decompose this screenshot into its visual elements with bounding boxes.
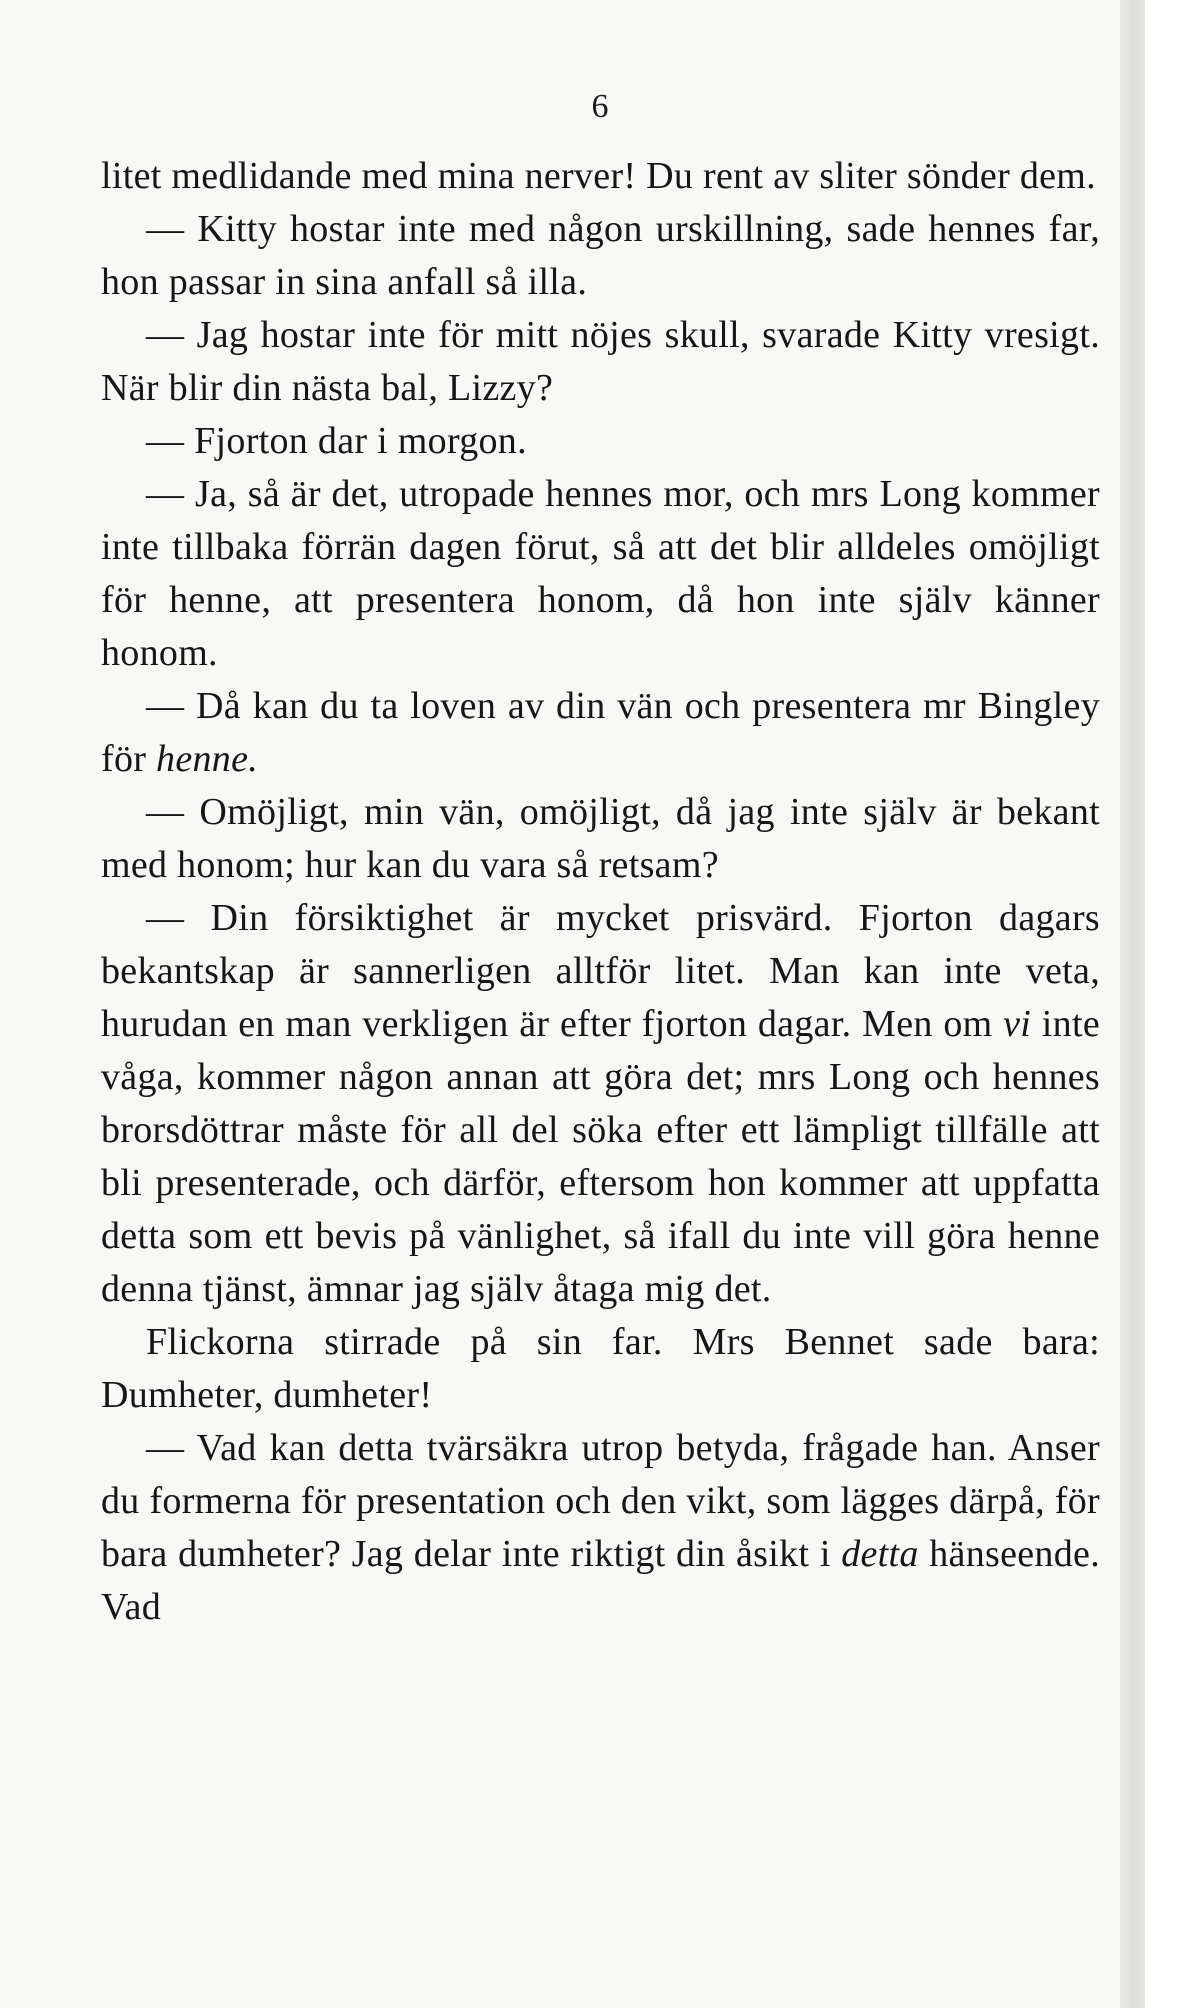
body-text [101,150,1100,1634]
paragraph [101,786,1100,892]
text-segment: — Din försiktighet är mycket prisvärd. Fjorton dagars bekantskap är sannerligen alltför litet. Man kan inte veta, hurudan en man verkligen är efter fjorton dagar. Men om [101,897,1100,1045]
text-segment: — Jag hostar inte för mitt nöjes skull, svarade Kitty vresigt. När blir din nästa bal, Lizzy? [101,314,1100,409]
text-segment: — Vad kan detta tvärsäkra utrop betyda, frågade han. Anser du formerna för presentation och den vikt, som lägges därpå, för bara dumheter? Jag delar inte riktigt din åsikt i [101,1427,1100,1575]
italic-text: henne. [156,738,259,780]
text-segment: — Ja, så är det, utropade hennes mor, och mrs Long kommer inte tillbaka förrän dagen förut, så att det blir alldeles omöjligt för henne, att presentera honom, då hon inte själv känner honom. [101,473,1100,674]
paragraph [101,203,1100,309]
text-segment: Flickorna stirrade på sin far. Mrs Bennet sade bara: Dumheter, dumheter! [101,1321,1100,1416]
paragraph [101,1422,1100,1634]
paragraph [101,415,1100,468]
paragraph [101,468,1100,680]
page-number: 6 [591,88,609,125]
text-segment: — Omöjligt, min vän, omöjligt, då jag inte själv är bekant med honom; hur kan du vara så retsam? [101,791,1100,886]
text-segment: litet medlidande med mina nerver! Du rent av sliter sönder dem. [101,155,1096,197]
italic-text: vi [1003,1003,1032,1045]
paragraph [101,1316,1100,1422]
paragraph [101,680,1100,786]
text-segment: — Då kan du ta loven av din vän och presentera mr Bingley för [101,685,1100,780]
paragraph [101,150,1100,203]
text-segment: inte våga, kommer någon annan att göra det; mrs Long och hennes brorsdöttrar måste för all del söka efter ett lämpligt tillfälle att bli presenterade, och därför, eftersom hon kommer att uppfatta detta som ett bevis på vänlighet, så ifall du inte vill göra henne denna tjänst, ämnar jag själv åtaga mig det. [101,1003,1100,1310]
page-gutter [1120,0,1145,2008]
paragraph [101,309,1100,415]
text-segment: — Kitty hostar inte med någon urskillning, sade hennes far, hon passar in sina anfall så illa. [101,208,1100,303]
text-segment: — Fjorton dar i morgon. [146,420,527,462]
text-segment: hänseende. Vad [101,1533,1100,1628]
paragraph [101,892,1100,1316]
italic-text: detta [841,1533,919,1575]
scan-margin [1145,0,1190,2008]
